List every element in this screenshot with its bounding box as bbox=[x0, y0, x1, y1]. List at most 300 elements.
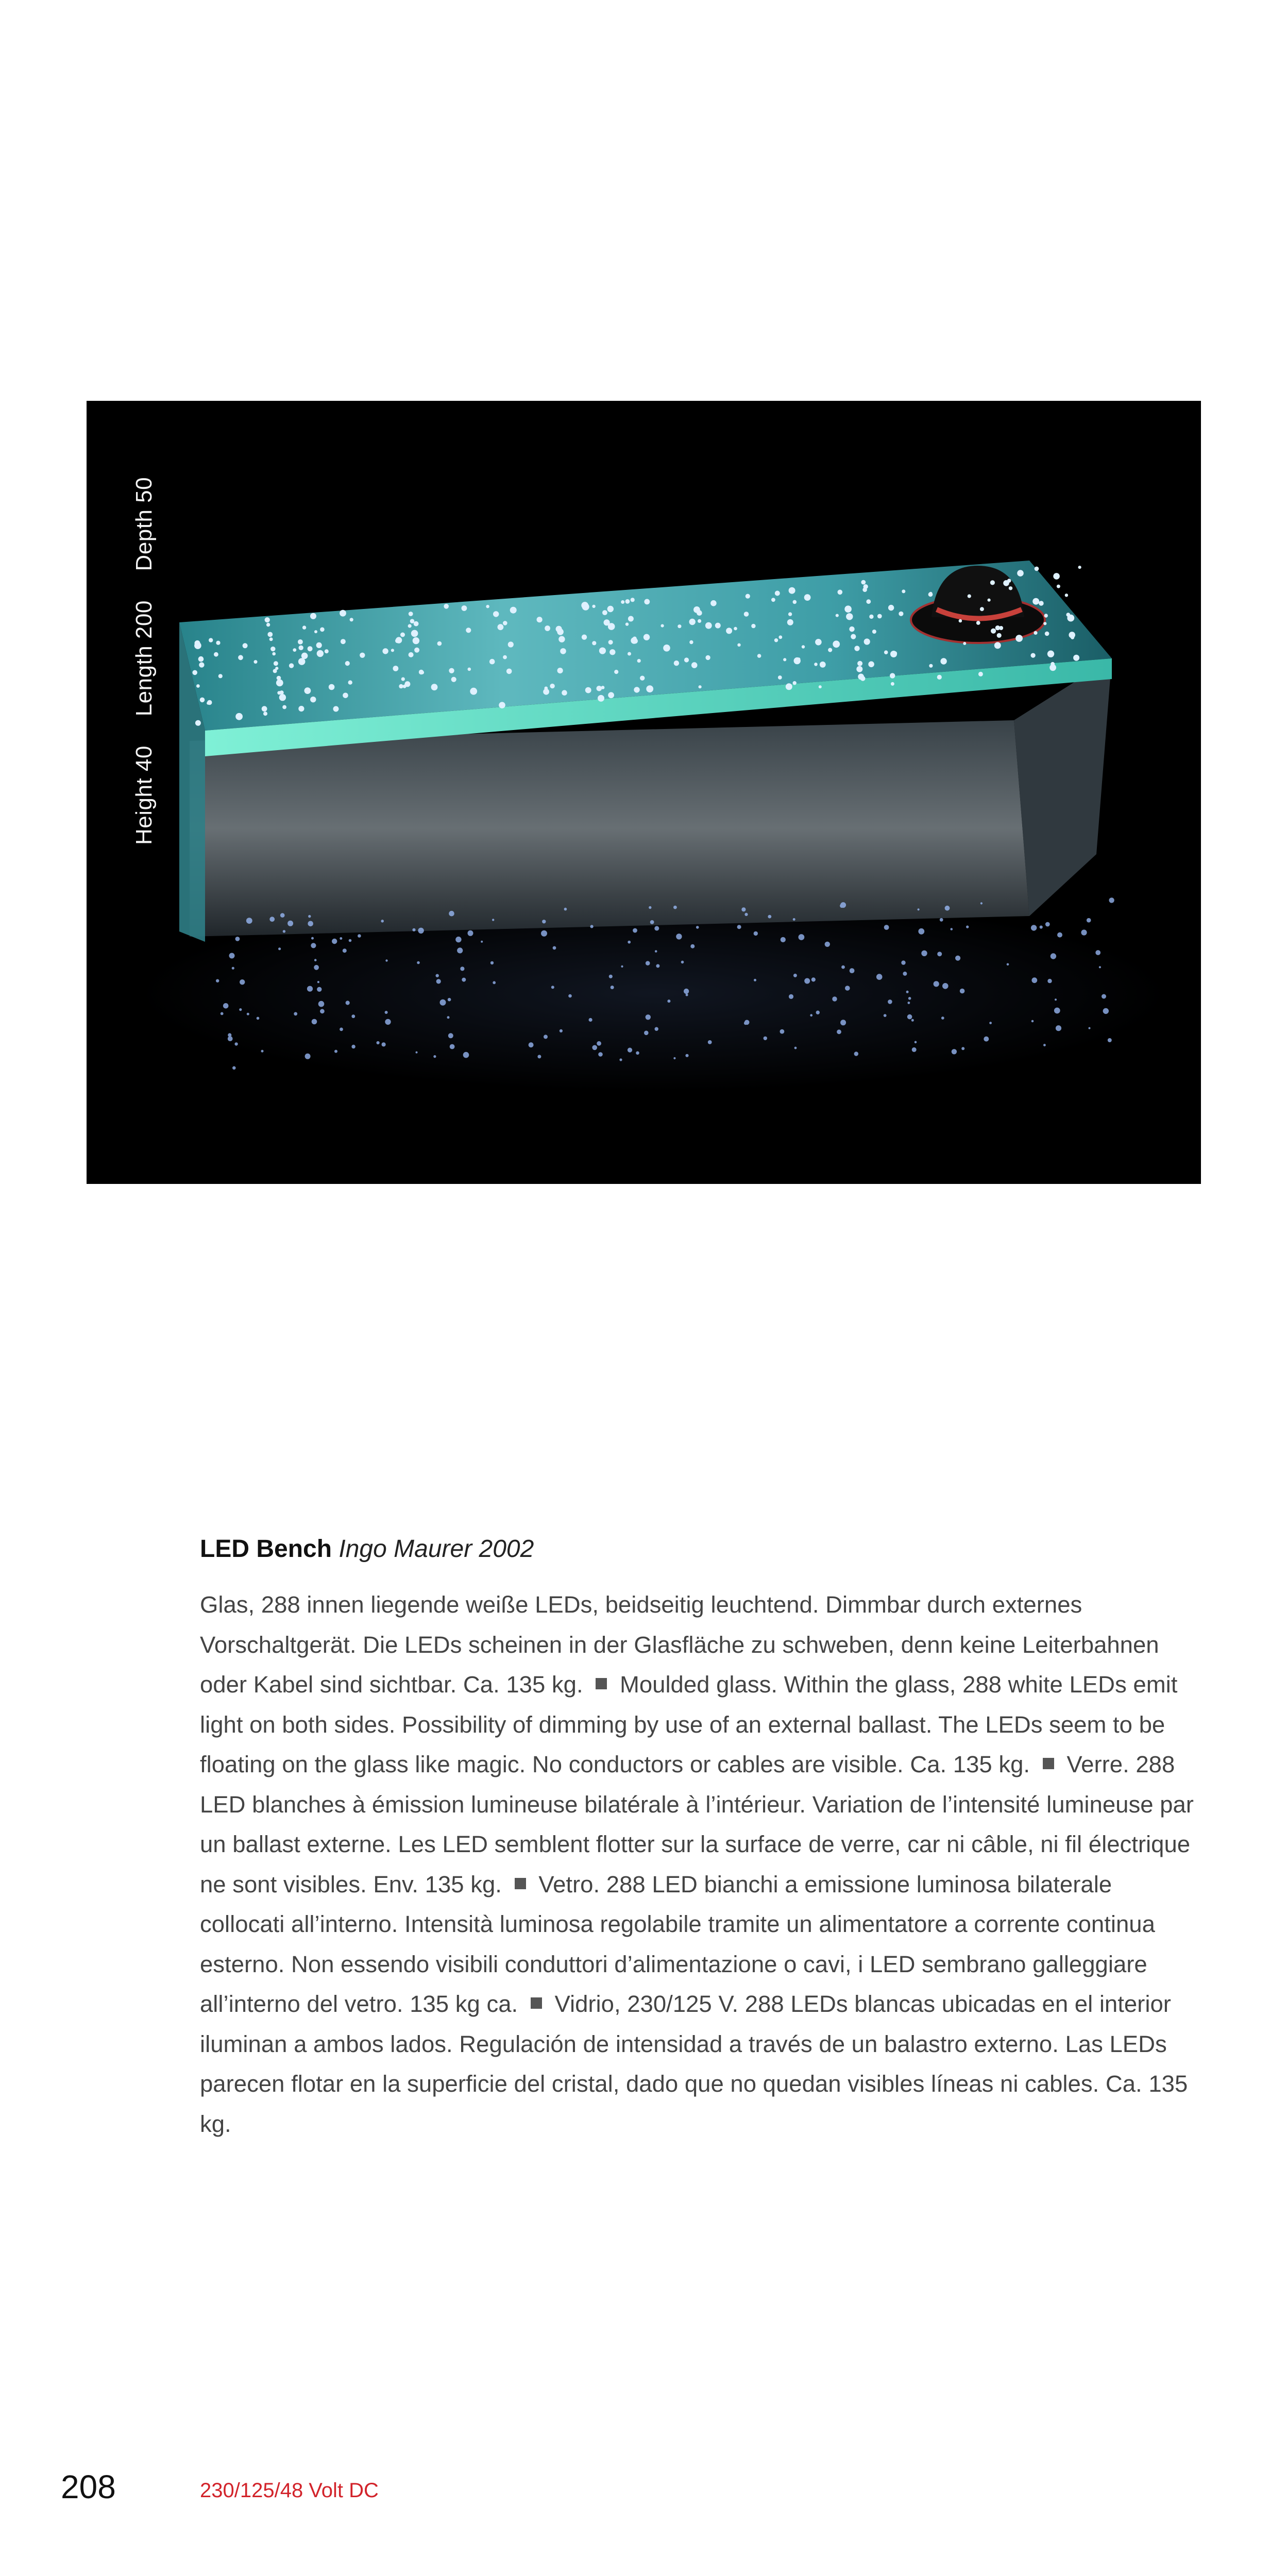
led-dot bbox=[293, 648, 296, 652]
led-reflection-dot bbox=[311, 937, 314, 940]
product-dimensions bbox=[131, 454, 157, 845]
led-dot bbox=[751, 624, 755, 628]
led-reflection-dot bbox=[463, 1052, 469, 1058]
led-reflection-dot bbox=[825, 942, 830, 947]
led-dot bbox=[963, 642, 966, 645]
led-dot bbox=[493, 611, 499, 617]
led-dot bbox=[866, 599, 871, 604]
led-reflection-dot bbox=[673, 1057, 675, 1059]
led-reflection-dot bbox=[278, 947, 281, 950]
led-dot bbox=[625, 622, 629, 625]
led-reflection-dot bbox=[340, 1028, 343, 1031]
led-dot bbox=[959, 619, 962, 623]
led-dot bbox=[462, 605, 467, 611]
led-reflection-dot bbox=[1081, 929, 1087, 935]
led-reflection-dot bbox=[744, 913, 748, 916]
led-reflection-dot bbox=[780, 1029, 785, 1034]
led-dot bbox=[1034, 631, 1037, 635]
led-dot bbox=[890, 673, 895, 678]
led-reflection-dot bbox=[690, 944, 695, 948]
led-reflection-dot bbox=[911, 1019, 914, 1022]
dimension-height: Height 40 bbox=[131, 745, 157, 845]
led-reflection-dot bbox=[1051, 953, 1056, 959]
square-bullet-icon bbox=[515, 1878, 526, 1889]
led-dot bbox=[1057, 585, 1060, 588]
led-dot bbox=[689, 640, 693, 644]
led-reflection-dot bbox=[816, 1011, 820, 1014]
led-dot bbox=[489, 659, 495, 665]
led-dot bbox=[705, 622, 712, 629]
led-reflection-dot bbox=[646, 1014, 651, 1020]
led-reflection-dot bbox=[921, 951, 927, 956]
led-dot bbox=[1047, 651, 1054, 657]
led-reflection-dot bbox=[447, 1016, 450, 1019]
led-reflection-dot bbox=[684, 989, 689, 994]
led-dot bbox=[689, 619, 696, 625]
led-dot bbox=[557, 668, 563, 673]
led-reflection-dot bbox=[221, 1012, 224, 1015]
led-dot bbox=[317, 650, 324, 657]
led-dot bbox=[414, 648, 419, 653]
led-reflection-dot bbox=[542, 920, 546, 923]
led-dot bbox=[858, 674, 864, 680]
led-reflection-dot bbox=[490, 961, 494, 964]
led-reflection-dot bbox=[216, 979, 219, 982]
led-reflection-dot bbox=[287, 921, 293, 926]
led-reflection-dot bbox=[686, 994, 688, 996]
led-dot bbox=[637, 659, 641, 663]
led-dot bbox=[621, 600, 624, 604]
description-english: Moulded glass. Within the glass, 288 white LEDs emit light on both sides. Possibility of dimming by use of an external ballast. The LEDs seem to be floating on the glass like magic. No conductors or cables are visible. Ca. 135 kg. bbox=[200, 1671, 1178, 1777]
led-dot bbox=[413, 637, 419, 644]
led-dot bbox=[997, 633, 1002, 638]
led-reflection-dot bbox=[235, 937, 240, 941]
led-dot bbox=[592, 605, 595, 608]
led-reflection-dot bbox=[240, 979, 245, 985]
led-dot bbox=[856, 666, 862, 672]
led-dot bbox=[274, 661, 278, 666]
led-dot bbox=[466, 628, 471, 633]
led-dot bbox=[705, 655, 710, 660]
led-dot bbox=[819, 685, 822, 688]
led-dot bbox=[581, 602, 588, 609]
led-reflection-dot bbox=[937, 952, 942, 956]
led-reflection-dot bbox=[810, 1014, 812, 1016]
led-reflection-dot bbox=[239, 1008, 242, 1011]
led-reflection-dot bbox=[351, 1045, 355, 1048]
led-reflection-dot bbox=[382, 1042, 386, 1046]
led-dot bbox=[869, 615, 873, 619]
led-reflection-dot bbox=[1031, 1020, 1034, 1023]
led-dot bbox=[451, 677, 456, 682]
led-reflection-dot bbox=[449, 911, 454, 917]
led-reflection-dot bbox=[460, 967, 464, 971]
led-dot bbox=[395, 638, 400, 643]
led-dot bbox=[302, 625, 306, 629]
led-dot bbox=[862, 587, 867, 592]
led-reflection-dot bbox=[308, 915, 311, 918]
led-reflection-dot bbox=[884, 1014, 887, 1017]
led-reflection-dot bbox=[320, 1009, 325, 1013]
led-reflection-dot bbox=[492, 919, 494, 921]
led-reflection-dot bbox=[455, 937, 461, 942]
square-bullet-icon bbox=[1043, 1758, 1054, 1769]
led-dot bbox=[608, 692, 614, 698]
led-reflection-dot bbox=[305, 1054, 311, 1059]
led-reflection-dot bbox=[228, 1036, 233, 1041]
led-reflection-dot bbox=[261, 1050, 264, 1053]
dimension-depth: Depth 50 bbox=[131, 477, 157, 571]
led-reflection-dot bbox=[294, 1012, 297, 1015]
led-dot bbox=[734, 627, 737, 631]
led-reflection-dot bbox=[351, 1014, 355, 1018]
led-reflection-dot bbox=[440, 999, 446, 1006]
led-dot bbox=[884, 650, 888, 654]
led-reflection-dot bbox=[1007, 963, 1009, 966]
led-dot bbox=[272, 652, 276, 656]
led-reflection-dot bbox=[764, 1037, 767, 1040]
led-reflection-dot bbox=[915, 1041, 917, 1044]
led-dot bbox=[698, 619, 701, 623]
led-dot bbox=[1045, 632, 1049, 636]
led-dot bbox=[757, 654, 761, 658]
led-dot bbox=[628, 652, 631, 656]
led-dot bbox=[633, 638, 638, 643]
led-dot bbox=[498, 624, 504, 630]
led-reflection-dot bbox=[1031, 925, 1037, 930]
led-reflection-dot bbox=[457, 947, 463, 953]
led-dot bbox=[804, 594, 811, 601]
led-dot bbox=[404, 681, 410, 687]
led-dot bbox=[558, 636, 565, 642]
led-reflection-dot bbox=[450, 1044, 455, 1049]
led-dot bbox=[503, 621, 507, 625]
led-reflection-dot bbox=[385, 959, 387, 961]
led-reflection-dot bbox=[903, 972, 907, 976]
led-reflection-dot bbox=[493, 981, 496, 984]
led-reflection-dot bbox=[609, 975, 613, 978]
led-reflection-dot bbox=[850, 968, 855, 973]
led-reflection-dot bbox=[918, 908, 920, 910]
led-reflection-dot bbox=[737, 925, 741, 929]
led-reflection-dot bbox=[908, 997, 911, 1000]
led-reflection-dot bbox=[283, 930, 285, 933]
led-dot bbox=[267, 632, 273, 637]
led-dot bbox=[644, 599, 650, 605]
led-dot bbox=[503, 655, 507, 659]
led-reflection-dot bbox=[1045, 922, 1050, 927]
led-dot bbox=[585, 687, 591, 693]
led-dot bbox=[940, 658, 946, 664]
led-dot bbox=[844, 605, 852, 613]
led-dot bbox=[891, 682, 894, 686]
led-reflection-dot bbox=[1099, 966, 1101, 968]
led-dot bbox=[243, 643, 248, 648]
led-dot bbox=[235, 713, 243, 720]
led-reflection-dot bbox=[358, 934, 361, 938]
led-dot bbox=[646, 685, 653, 692]
led-dot bbox=[341, 639, 346, 644]
description-german: Glas, 288 innen liegende weiße LEDs, beidseitig leuchtend. Dimmbar durch externes Vorschaltgerät. Die LEDs scheinen in der Glasfläche zu schweben, denn keine Leiterbahnen oder Kabel sind sichtbar. Ca. 135 kg. bbox=[200, 1591, 1159, 1698]
led-reflection-dot bbox=[416, 1052, 418, 1054]
led-reflection-dot bbox=[312, 1019, 317, 1025]
led-reflection-dot bbox=[1043, 1044, 1046, 1046]
led-dot bbox=[308, 646, 313, 651]
led-dot bbox=[265, 617, 270, 622]
led-dot bbox=[726, 628, 732, 634]
led-dot bbox=[310, 697, 316, 702]
led-reflection-dot bbox=[1057, 933, 1062, 938]
led-dot bbox=[864, 638, 870, 645]
led-reflection-dot bbox=[628, 941, 631, 944]
led-reflection-dot bbox=[941, 1016, 944, 1020]
led-dot bbox=[1067, 615, 1074, 622]
led-reflection-dot bbox=[654, 926, 659, 930]
led-dot bbox=[216, 641, 220, 645]
led-dot bbox=[400, 633, 405, 637]
led-reflection-dot bbox=[1056, 1025, 1061, 1031]
led-reflection-dot bbox=[334, 1050, 337, 1053]
led-dot bbox=[316, 642, 322, 648]
led-reflection-dot bbox=[1087, 918, 1091, 923]
led-dot bbox=[968, 595, 971, 598]
led-reflection-dot bbox=[621, 965, 623, 968]
led-reflection-dot bbox=[980, 902, 983, 904]
led-reflection-dot bbox=[901, 960, 905, 964]
led-dot bbox=[628, 616, 634, 622]
led-reflection-dot bbox=[708, 1040, 712, 1044]
product-title bbox=[200, 1531, 1202, 1567]
led-reflection-dot bbox=[1040, 925, 1043, 928]
led-reflection-dot bbox=[656, 964, 659, 968]
led-dot bbox=[902, 589, 905, 593]
led-dot bbox=[737, 643, 740, 647]
led-dot bbox=[592, 641, 596, 645]
led-dot bbox=[437, 641, 442, 646]
led-reflection-dot bbox=[541, 930, 547, 937]
led-reflection-dot bbox=[955, 956, 960, 961]
led-dot bbox=[793, 681, 797, 685]
led-dot bbox=[778, 675, 782, 680]
led-dot bbox=[508, 641, 514, 647]
led-reflection-dot bbox=[888, 999, 892, 1004]
led-dot bbox=[431, 684, 438, 690]
led-dot bbox=[999, 626, 1003, 630]
led-dot bbox=[744, 612, 749, 617]
square-bullet-icon bbox=[531, 1997, 542, 2009]
led-dot bbox=[1078, 566, 1081, 569]
voltage-label: 230/125/48 Volt DC bbox=[200, 2479, 379, 2502]
led-reflection-dot bbox=[568, 994, 572, 998]
led-dot bbox=[861, 580, 866, 585]
led-reflection-dot bbox=[876, 974, 883, 980]
led-reflection-dot bbox=[673, 906, 677, 909]
led-dot bbox=[783, 658, 786, 661]
led-dot bbox=[254, 660, 258, 664]
led-reflection-dot bbox=[544, 1035, 548, 1039]
led-dot bbox=[468, 668, 471, 671]
led-reflection-dot bbox=[918, 928, 924, 935]
led-dot bbox=[411, 630, 418, 637]
led-dot bbox=[608, 623, 615, 630]
led-dot bbox=[543, 689, 549, 695]
led-reflection-dot bbox=[685, 1054, 688, 1057]
led-dot bbox=[1073, 655, 1079, 661]
led-dot bbox=[301, 653, 308, 659]
led-dot bbox=[499, 702, 505, 708]
led-reflection-dot bbox=[551, 986, 554, 989]
led-reflection-dot bbox=[884, 925, 889, 930]
led-dot bbox=[815, 639, 822, 646]
led-reflection-dot bbox=[597, 1041, 601, 1046]
led-reflection-dot bbox=[832, 996, 837, 1001]
led-reflection-dot bbox=[246, 918, 252, 924]
product-caption bbox=[200, 1531, 1202, 2144]
led-reflection-dot bbox=[1109, 897, 1114, 903]
led-dot bbox=[282, 705, 286, 709]
led-dot bbox=[640, 676, 645, 681]
led-dot bbox=[320, 628, 325, 632]
led-reflection-dot bbox=[906, 991, 909, 993]
led-dot bbox=[562, 690, 567, 696]
led-reflection-dot bbox=[793, 974, 797, 977]
led-reflection-dot bbox=[741, 907, 746, 911]
led-dot bbox=[414, 621, 419, 626]
led-dot bbox=[877, 614, 882, 619]
led-reflection-dot bbox=[646, 961, 650, 965]
led-dot bbox=[771, 598, 775, 602]
led-reflection-dot bbox=[655, 1027, 658, 1031]
led-dot bbox=[929, 664, 933, 668]
led-reflection-dot bbox=[681, 961, 684, 964]
led-dot bbox=[928, 592, 933, 597]
led-reflection-dot bbox=[1055, 998, 1057, 1001]
led-dot bbox=[857, 661, 862, 666]
led-reflection-dot bbox=[754, 979, 756, 981]
led-reflection-dot bbox=[611, 986, 614, 989]
product-designer: Ingo Maurer 2002 bbox=[338, 1535, 534, 1563]
description-french: Verre. 288 LED blanches à émission lumineuse bilatérale à l’intérieur. Variation de l’intensité lumineuse par un ballast externe. Les LED semblent flotter sur la surface de verre, car ni câble, ni fil électrique ne sont visibles. Env. 135 kg. bbox=[200, 1751, 1194, 1897]
led-reflection-dot bbox=[940, 918, 943, 922]
led-dot bbox=[200, 698, 205, 703]
led-dot bbox=[937, 675, 942, 680]
led-reflection-dot bbox=[317, 987, 321, 992]
led-dot bbox=[275, 667, 278, 670]
led-dot bbox=[849, 626, 854, 632]
led-dot bbox=[872, 630, 876, 634]
led-reflection-dot bbox=[912, 1047, 917, 1052]
led-dot bbox=[1017, 570, 1024, 577]
led-dot bbox=[194, 642, 201, 649]
led-dot bbox=[298, 639, 303, 645]
led-reflection-dot bbox=[307, 986, 313, 992]
led-dot bbox=[304, 687, 311, 694]
led-reflection-dot bbox=[696, 926, 699, 929]
led-reflection-dot bbox=[448, 1033, 453, 1038]
led-dot bbox=[409, 652, 414, 657]
led-dot bbox=[699, 685, 702, 688]
led-dot bbox=[449, 668, 454, 673]
led-reflection-dot bbox=[1095, 950, 1100, 955]
led-dot bbox=[199, 662, 204, 667]
led-dot bbox=[195, 720, 201, 726]
led-dot bbox=[833, 640, 840, 648]
led-dot bbox=[625, 599, 630, 604]
led-dot bbox=[410, 619, 415, 623]
led-dot bbox=[343, 693, 348, 699]
led-dot bbox=[684, 657, 689, 662]
led-dot bbox=[888, 605, 894, 611]
led-reflection-dot bbox=[676, 934, 682, 939]
led-reflection-dot bbox=[845, 986, 850, 991]
led-reflection-dot bbox=[952, 1049, 957, 1054]
led-reflection-dot bbox=[560, 1029, 563, 1032]
led-dot bbox=[778, 635, 782, 639]
led-reflection-dot bbox=[636, 1052, 639, 1055]
led-reflection-dot bbox=[346, 1001, 350, 1005]
led-reflection-dot bbox=[961, 1047, 964, 1050]
led-reflection-dot bbox=[332, 939, 337, 944]
led-reflection-dot bbox=[385, 1019, 391, 1025]
led-dot bbox=[787, 619, 793, 625]
led-reflection-dot bbox=[1054, 1008, 1060, 1014]
led-dot bbox=[609, 649, 615, 655]
led-reflection-dot bbox=[628, 1048, 632, 1053]
led-reflection-dot bbox=[553, 946, 556, 950]
led-reflection-dot bbox=[854, 1052, 858, 1056]
led-dot bbox=[1044, 614, 1048, 617]
led-reflection-dot bbox=[529, 1042, 534, 1047]
led-dot bbox=[557, 629, 564, 635]
led-dot bbox=[1015, 635, 1023, 642]
led-dot bbox=[1071, 636, 1074, 639]
led-dot bbox=[444, 604, 449, 609]
led-reflection-dot bbox=[280, 913, 285, 918]
led-reflection-dot bbox=[257, 1017, 260, 1020]
led-dot bbox=[1053, 573, 1060, 580]
led-dot bbox=[537, 617, 543, 622]
led-dot bbox=[1065, 594, 1068, 597]
led-reflection-dot bbox=[989, 1022, 992, 1024]
led-reflection-dot bbox=[417, 961, 420, 964]
led-reflection-dot bbox=[311, 943, 316, 948]
led-reflection-dot bbox=[247, 1013, 249, 1015]
led-dot bbox=[601, 686, 605, 689]
led-reflection-dot bbox=[481, 941, 483, 943]
led-dot bbox=[276, 680, 283, 687]
led-reflection-dot bbox=[984, 1037, 989, 1042]
led-reflection-dot bbox=[598, 1052, 603, 1057]
led-reflection-dot bbox=[232, 967, 234, 970]
led-dot bbox=[715, 623, 721, 629]
led-dot bbox=[631, 598, 635, 602]
led-dot bbox=[218, 674, 223, 678]
led-reflection-dot bbox=[951, 928, 953, 930]
led-dot bbox=[674, 660, 679, 666]
led-reflection-dot bbox=[448, 998, 451, 1002]
led-reflection-dot bbox=[385, 1011, 388, 1014]
led-dot bbox=[545, 625, 550, 631]
led-reflection-dot bbox=[223, 1003, 229, 1009]
led-dot bbox=[314, 630, 317, 633]
led-dot bbox=[399, 684, 403, 688]
led-dot bbox=[978, 672, 983, 676]
led-dot bbox=[814, 663, 818, 666]
led-reflection-dot bbox=[308, 921, 313, 927]
led-dot bbox=[1035, 567, 1039, 571]
led-reflection-dot bbox=[960, 989, 965, 994]
product-description bbox=[200, 1585, 1202, 2144]
